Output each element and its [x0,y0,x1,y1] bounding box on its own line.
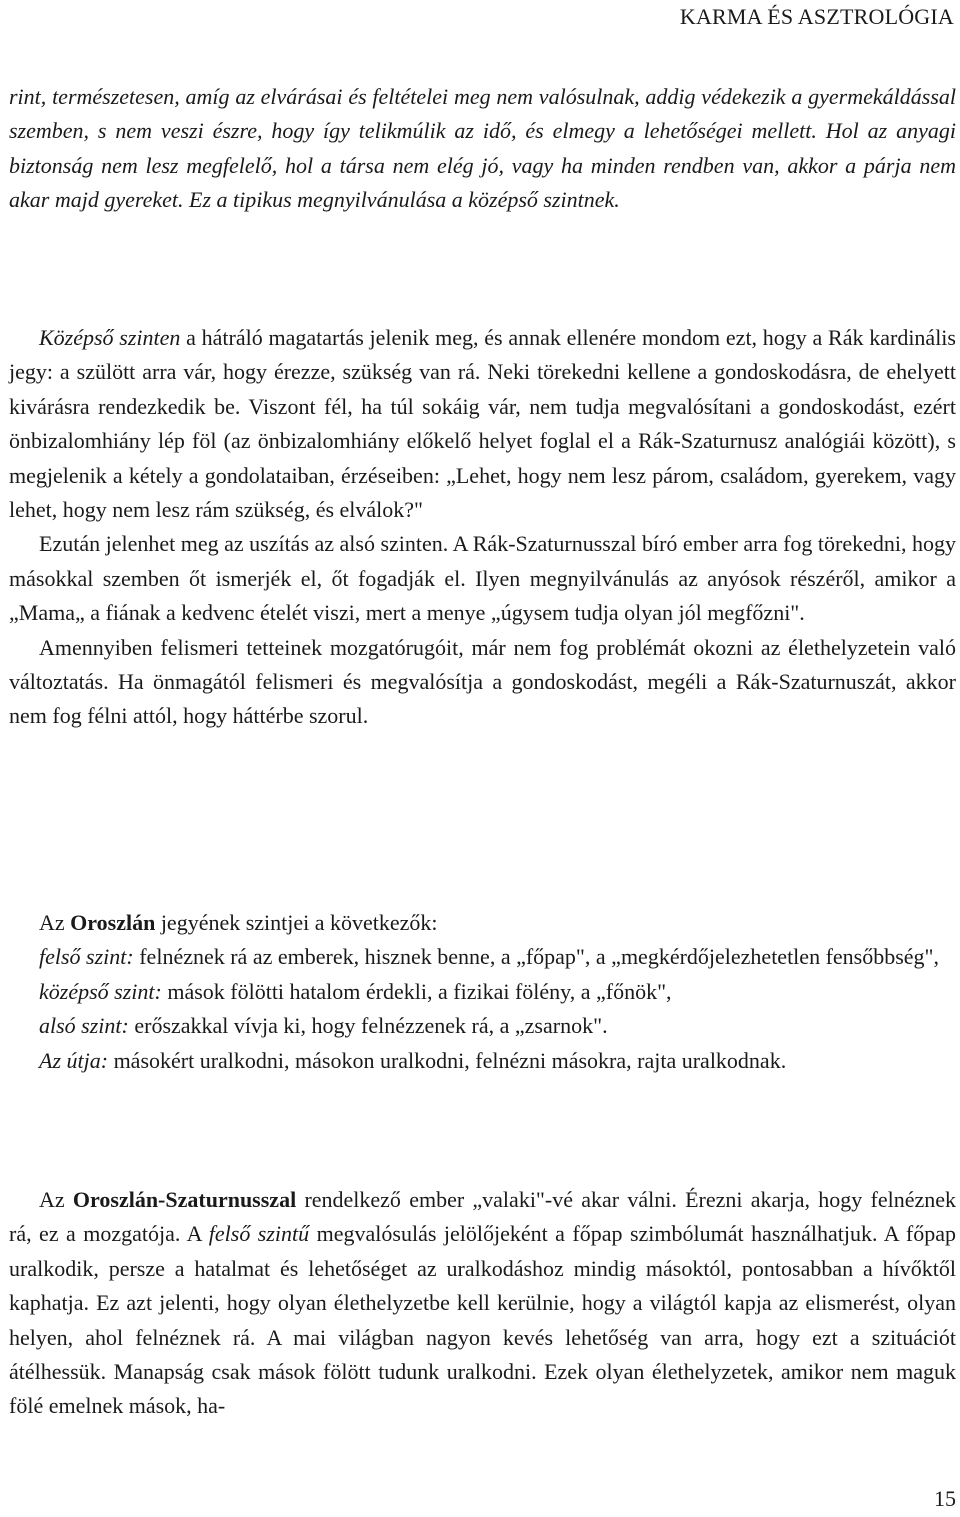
paragraph-5 [9,1183,956,1424]
section-oroszlan-szaturnusz [9,1183,956,1424]
level-upper-label: felső szint: [39,944,134,970]
levels-intro [9,906,956,940]
level-upper [9,940,956,974]
running-header: KARMA ÉS ASZTROLÓGIA [679,4,954,29]
level-lower [9,1009,956,1043]
level-middle-label: középső szint: [39,978,162,1004]
paragraph-2-text: a hátráló magatartás jelenik meg, és annak ellenére mondom ezt, hogy a Rák kardinális jegy: a szülött arra vár, hogy érezze, szükség van rá. Neki törekedni kellene a gondoskodásra, de ehelyett kivárásra rendezkedik be. Viszont fél, ha túl sokáig vár, nem tudja megvalósítani a gondoskodást, ezért önbizalomhiány lép föl (az önbizalomhiány előkelő helyet foglal el a Rák-Szaturnusz analógiái között), s megjelenik a kétely a gondolataiban, érzéseiben: „Lehet, hogy nem lesz párom, családom, gyerekem, vagy lehet, hogy nem lesz rám szükség, és elválok?" [9,325,956,523]
paragraph-1: rint, természetesen, amíg az elvárásai és feltételei meg nem valósulnak, addig védekezik a gyermekáldással szemben, s nem veszi észre, hogy így telikmúlik az idő, és elmegy a lehetőségei mellett. Hol az anyagi biztonság nem lesz megfelelő, hol a társa nem elég jó, vagy ha minden rendben van, akkor a párja nem akar majd gyereket. Ez a tipikus megnyilvánulása a középső szintnek. [9,84,956,213]
middle-level-lead: Középső szinten [39,325,181,350]
paragraph-5-text-2: megvalósulás jelölőjeként a főpap szimbólumát használhatjuk. A főpap uralkodik, persze a hatalmat és lehetőséget az uralkodáshoz mindig másoktól, pontosabban a hívőktől kaphatja. Ez azt jelenti, hogy olyan élethelyzetbe kell kerülnie, hogy a világtól kapja az elismerést, olyan helyen, ahol felnéznek rá. A mai világban nagyon kevés lehetőség van arra, hogy ezt a szituációt átélhessük. Manapság csak mások fölött tudunk uralkodni. Ezek olyan élethelyzetek, amikor nem maguk fölé emelnek mások, ha- [9,1221,957,1419]
level-upper-text: felnéznek rá az emberek, hisznek benne, a „főpap", a „megkérdőjelezhetetlen fensőbbség", [133,944,940,970]
paragraph-5-text-1: rendelkező ember „valaki"-vé akar válni. Érezni akarja, hogy felnéznek rá, ez a mozgatója. A [9,1187,956,1247]
paragraph-5-italic: felső szintű [208,1221,310,1247]
level-path [9,1044,956,1078]
level-middle [9,975,956,1009]
levels-intro-pre: Az [39,910,71,935]
levels-intro-post: jegyének szintjei a következők: [155,910,438,935]
page-number: 15 [934,1486,956,1511]
level-path-text: másokért uralkodni, másokon uralkodni, felnézni másokra, rajta uralkodnak. [108,1047,787,1073]
paragraph-3: Ezután jelenhet meg az uszítás az alsó szinten. A Rák-Szaturnusszal bíró ember arra fog törekedni, hogy másokkal szemben őt ismerjék el, őt fogadják el. Ilyen megnyilvánulás az anyósok részéről, amikor a „Mama„ a fiának a kedvenc ételét viszi, mert a menye „úgysem tudja olyan jól megfőzni". [9,531,956,626]
sign-name: Oroszlán [70,910,156,935]
paragraph-intro [9,80,956,218]
level-lower-text: erőszakkal vívja ki, hogy felnézzenek rá, a „zsarnok". [128,1013,608,1039]
section-oroszlan-levels [9,906,956,1078]
section-rak-levels [9,321,956,734]
paragraph-4: Amennyiben felismeri tetteinek mozgatórugóit, már nem fog problémát okozni az élethelyzetein való változtatás. Ha önmagától felismeri és megvalósítja a gondoskodást, megéli a Rák-Szaturnuszát, akkor nem fog félni attól, hogy háttérbe szorul. [9,634,956,729]
paragraph-2 [9,321,956,527]
level-path-label: Az útja: [39,1047,109,1073]
level-middle-text: mások fölötti hatalom érdekli, a fizikai fölény, a „főnök", [161,978,672,1004]
level-lower-label: alsó szint: [39,1013,129,1039]
paragraph-5-bold: Oroszlán-Szaturnusszal [72,1187,297,1212]
paragraph-5-pre: Az [39,1187,73,1212]
